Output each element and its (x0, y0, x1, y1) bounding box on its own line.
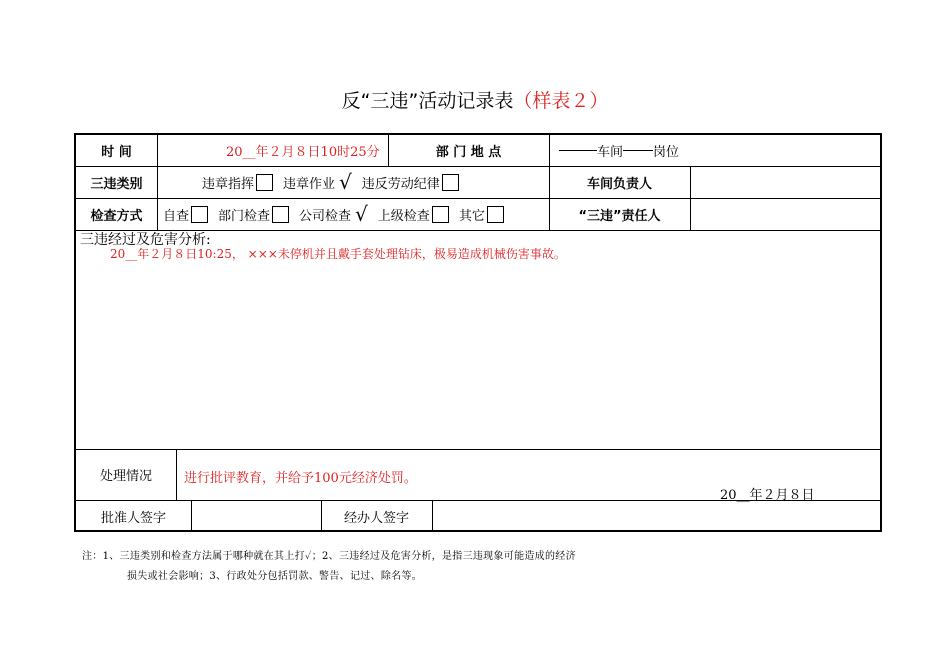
dept-location-label: 部 门 地 点 (435, 145, 502, 160)
handling-label: 处理情况 (99, 469, 152, 484)
note-line-2: 损失或社会影响；3、行政处分包括罚款、警告、记过、除名等。 (127, 571, 423, 582)
option-other: 其它 (458, 208, 485, 224)
workshop-responsible-field[interactable] (691, 166, 880, 198)
handler-label: 经办人签字 (343, 510, 409, 526)
checkbox-violation-discipline[interactable] (442, 174, 459, 191)
category-label: 三违类别 (90, 176, 143, 192)
title-main: 反“三违”活动记录表 (341, 90, 514, 112)
analysis-content: 20__年２月８日10:25， ×××未停机并且戴手套处理钻床，极易造成机械伤害事故。 (110, 246, 566, 261)
category-options (202, 166, 469, 198)
option-dept-check: 部门检查 (218, 208, 271, 224)
sanwei-responsible-field[interactable] (691, 198, 880, 230)
workshop-responsible-label: 车间负责人 (586, 176, 652, 192)
title-sample-tag: （样表２） (513, 90, 609, 112)
option-company-check: 公司检查 (299, 208, 352, 224)
checkbox-dept-check[interactable] (272, 206, 289, 223)
option-self-check: 自查 (163, 208, 190, 224)
approver-label: 批准人签字 (100, 510, 166, 526)
option-superior-check: 上级检查 (377, 208, 430, 224)
record-table (74, 133, 882, 532)
option-violation-command: 违章指挥 (202, 176, 255, 192)
handler-signature-field[interactable] (433, 500, 880, 532)
approver-signature-field[interactable] (192, 500, 321, 532)
check-icon[interactable]: √ (355, 202, 368, 226)
handling-date: 20__年２月８日 (720, 487, 815, 503)
handling-content: 进行批评教育，并给予100元经济处罚。 (184, 470, 417, 486)
checkbox-other[interactable] (487, 206, 504, 223)
post-suffix: 岗位 (653, 145, 680, 160)
time-label: 时 间 (101, 145, 132, 160)
check-icon[interactable]: √ (339, 170, 352, 194)
checkbox-superior-check[interactable] (432, 206, 449, 223)
method-options (163, 198, 514, 230)
option-violation-operation: 违章作业 (283, 176, 336, 192)
analysis-label: 三违经过及危害分析: (80, 232, 211, 248)
checkbox-self-check[interactable] (191, 206, 208, 223)
checkbox-violation-command[interactable] (256, 174, 273, 191)
time-value: 20__年２月８日10时25分 (226, 145, 380, 160)
option-violation-discipline: 违反劳动纪律 (361, 176, 440, 192)
sanwei-responsible-label: “三违”责任人 (578, 208, 661, 224)
method-label: 检查方式 (90, 208, 143, 224)
workshop-suffix: 车间 (597, 145, 624, 160)
form-title (0, 86, 950, 113)
dept-location-field[interactable] (559, 135, 679, 166)
note-line-1: 注：1、三违类别和检查方法属于哪种就在其上打✓；2、三违经过及危害分析，是指三违现象可能造成的经济 (82, 551, 576, 562)
